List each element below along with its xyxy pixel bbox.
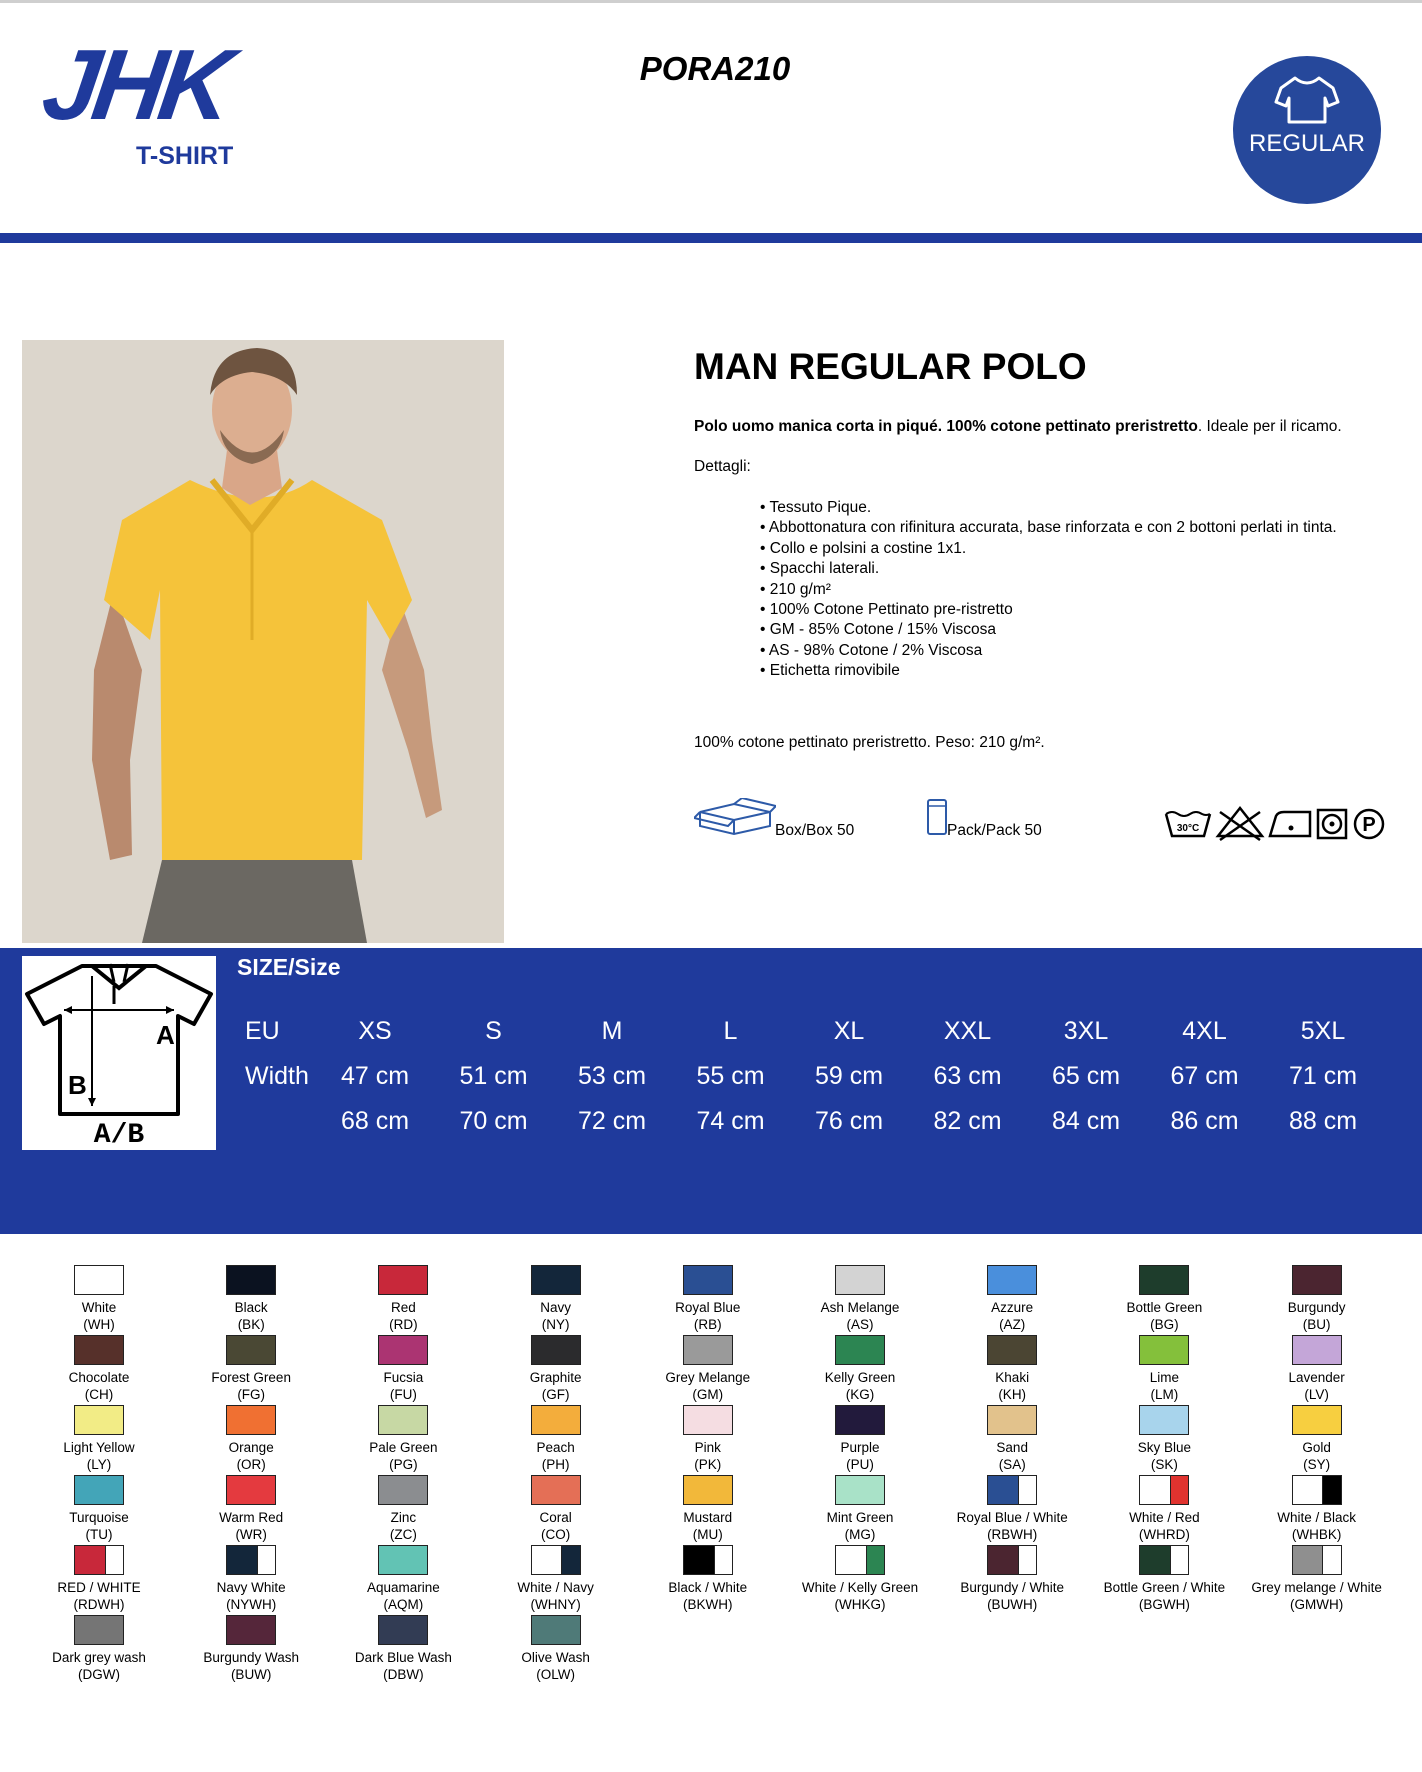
color-name: Gold xyxy=(1302,1440,1331,1455)
color-swatch xyxy=(171,1335,331,1403)
size-cell: 5XL xyxy=(1300,1017,1346,1045)
color-name: Lime xyxy=(1149,1370,1180,1385)
color-swatch xyxy=(628,1265,788,1333)
color-swatch xyxy=(1084,1265,1244,1333)
header-rule xyxy=(0,233,1422,243)
color-name: Orange xyxy=(228,1440,274,1455)
color-chip xyxy=(835,1545,885,1575)
color-chip xyxy=(226,1335,276,1365)
list-item: • Tessuto Pique. xyxy=(760,498,1337,518)
color-swatch xyxy=(1237,1335,1397,1403)
color-swatch xyxy=(476,1265,636,1333)
color-code: (SK) xyxy=(1150,1457,1178,1472)
width-cell: 71 cm xyxy=(1288,1062,1358,1090)
iron-low-icon xyxy=(1270,812,1310,836)
width-cell: 51 cm xyxy=(459,1062,528,1090)
color-name: Royal Blue / White xyxy=(956,1510,1068,1525)
color-name: Olive Wash xyxy=(521,1650,590,1665)
color-chip xyxy=(378,1615,428,1645)
box-icon xyxy=(694,798,776,838)
color-swatch xyxy=(628,1335,788,1403)
color-swatch xyxy=(1237,1545,1397,1613)
color-code: (ZC) xyxy=(389,1527,417,1542)
color-name: Aquamarine xyxy=(366,1580,440,1595)
list-item: • 100% Cotone Pettinato pre-ristretto xyxy=(760,600,1337,620)
color-swatch xyxy=(932,1545,1092,1613)
length-cell: 88 cm xyxy=(1288,1107,1358,1135)
color-chip xyxy=(74,1335,124,1365)
color-swatch xyxy=(323,1615,483,1683)
color-swatch xyxy=(780,1545,940,1613)
color-chip xyxy=(987,1475,1037,1505)
color-code: (DBW) xyxy=(383,1667,424,1682)
color-code: (PK) xyxy=(694,1457,722,1472)
color-swatch xyxy=(19,1545,179,1613)
color-chip xyxy=(835,1475,885,1505)
color-code: (RB) xyxy=(693,1317,722,1332)
color-swatch xyxy=(323,1545,483,1613)
color-swatch xyxy=(323,1265,483,1333)
color-chip xyxy=(683,1335,733,1365)
color-name: Red xyxy=(391,1300,416,1315)
color-code: (TU) xyxy=(85,1527,113,1542)
color-name: Pink xyxy=(694,1440,721,1455)
length-cell: 76 cm xyxy=(814,1107,884,1135)
product-title: MAN REGULAR POLO xyxy=(694,346,1087,387)
color-code: (BK) xyxy=(237,1317,265,1332)
box-label: Box/Box 50 xyxy=(775,822,855,839)
jhk-logo xyxy=(36,29,284,172)
length-cell: 74 cm xyxy=(696,1107,765,1135)
color-name: White / Red xyxy=(1129,1510,1200,1525)
color-code: (FG) xyxy=(237,1387,266,1402)
color-name: Navy xyxy=(540,1300,571,1315)
color-name: Sand xyxy=(996,1440,1028,1455)
care-symbols xyxy=(1164,802,1394,847)
color-name: White / Black xyxy=(1277,1510,1356,1525)
color-code: (OLW) xyxy=(536,1667,575,1682)
color-swatch xyxy=(476,1475,636,1543)
length-cell: 72 cm xyxy=(577,1107,647,1135)
color-chip xyxy=(1292,1335,1342,1365)
model-illustration xyxy=(22,340,504,943)
logo-wordmark: JHK xyxy=(36,29,235,141)
color-swatch xyxy=(780,1265,940,1333)
color-name: Burgundy / White xyxy=(960,1580,1064,1595)
color-name: Azzure xyxy=(991,1300,1034,1315)
color-code: (BU) xyxy=(1302,1317,1331,1332)
fit-badge-label: REGULAR xyxy=(1248,130,1366,157)
color-name: Bottle Green xyxy=(1126,1300,1203,1315)
color-chip xyxy=(378,1405,428,1435)
list-item: • AS - 98% Cotone / 2% Viscosa xyxy=(760,641,1337,661)
color-chip xyxy=(987,1405,1037,1435)
list-item: • Etichetta rimovibile xyxy=(760,661,1337,681)
size-cell: 4XL xyxy=(1182,1017,1227,1045)
length-cell: 70 cm xyxy=(459,1107,528,1135)
color-chip xyxy=(531,1475,581,1505)
tumble-dry-icon xyxy=(1318,810,1346,838)
color-chip xyxy=(1292,1265,1342,1295)
color-code: (WHKG) xyxy=(834,1597,886,1612)
list-item: • Abbottonatura con rifinitura accurata, base rinforzata e con 2 bottoni perlati in tinta. xyxy=(760,518,1337,538)
logo-subtitle: T-SHIRT xyxy=(136,142,234,170)
color-code: (AQM) xyxy=(383,1597,424,1612)
color-code: (WHRD) xyxy=(1138,1527,1190,1542)
color-code: (LV) xyxy=(1304,1387,1329,1402)
color-chip xyxy=(987,1265,1037,1295)
fabric-summary: 100% cotone pettinato preristretto. Peso: 210 g/m². xyxy=(694,734,1045,751)
color-name: Black / White xyxy=(668,1580,748,1595)
color-name: Ash Melange xyxy=(820,1300,900,1315)
color-code: (BUW) xyxy=(230,1667,272,1682)
diagram-label-ab: A/B xyxy=(93,1120,145,1150)
description-bold: Polo uomo manica corta in piqué. 100% cotone pettinato preristretto xyxy=(694,418,1198,435)
color-chip xyxy=(74,1475,124,1505)
color-code: (WH) xyxy=(83,1317,115,1332)
care-temp: 30°C xyxy=(1176,823,1200,834)
color-code: (GF) xyxy=(541,1387,570,1402)
color-name: Lavender xyxy=(1288,1370,1345,1385)
color-chip xyxy=(1292,1405,1342,1435)
color-name: Burgundy xyxy=(1287,1300,1346,1315)
width-cell: 55 cm xyxy=(696,1062,765,1090)
color-code: (LY) xyxy=(86,1457,112,1472)
color-chip xyxy=(74,1265,124,1295)
color-chip xyxy=(531,1545,581,1575)
diagram-label-a: A xyxy=(156,1020,175,1050)
color-code: (GM) xyxy=(692,1387,724,1402)
length-cell: 86 cm xyxy=(1170,1107,1239,1135)
color-swatch xyxy=(1237,1475,1397,1543)
color-code: (RDWH) xyxy=(73,1597,125,1612)
no-bleach-icon xyxy=(1218,808,1262,840)
fit-badge xyxy=(1233,56,1381,204)
color-name: Pale Green xyxy=(369,1440,438,1455)
color-swatch xyxy=(628,1475,788,1543)
color-code: (AZ) xyxy=(999,1317,1026,1332)
size-title: SIZE/Size xyxy=(237,954,341,980)
color-code: (DGW) xyxy=(78,1667,120,1682)
color-code: (BGWH) xyxy=(1138,1597,1190,1612)
color-code: (MU) xyxy=(692,1527,723,1542)
color-swatch xyxy=(323,1475,483,1543)
size-cell: S xyxy=(485,1017,502,1045)
page-header xyxy=(0,0,1422,233)
color-name: Mustard xyxy=(683,1510,733,1525)
color-chip xyxy=(378,1335,428,1365)
size-table xyxy=(0,948,1422,1234)
color-name: Royal Blue xyxy=(675,1300,741,1315)
color-swatch xyxy=(932,1335,1092,1403)
color-name: Warm Red xyxy=(219,1510,284,1525)
color-code: (BKWH) xyxy=(683,1597,733,1612)
color-swatch xyxy=(19,1405,179,1473)
color-name: Khaki xyxy=(995,1370,1030,1385)
color-chip xyxy=(531,1265,581,1295)
color-code: (BG) xyxy=(1150,1317,1179,1332)
color-swatch xyxy=(932,1265,1092,1333)
color-swatch xyxy=(476,1545,636,1613)
color-code: (RD) xyxy=(389,1317,418,1332)
color-code: (GMWH) xyxy=(1289,1597,1344,1612)
width-cell: 67 cm xyxy=(1170,1062,1239,1090)
color-swatch xyxy=(476,1335,636,1403)
width-cell: 47 cm xyxy=(340,1062,410,1090)
width-cell: 59 cm xyxy=(814,1062,884,1090)
product-code: PORA210 xyxy=(639,50,791,87)
color-swatch xyxy=(323,1335,483,1403)
color-code: (RBWH) xyxy=(987,1527,1038,1542)
color-swatch xyxy=(476,1405,636,1473)
color-name: Bottle Green / White xyxy=(1103,1580,1226,1595)
color-swatch xyxy=(932,1475,1092,1543)
width-cell: 65 cm xyxy=(1051,1062,1121,1090)
color-name: Zinc xyxy=(390,1510,417,1525)
color-code: (WHBK) xyxy=(1291,1527,1342,1542)
color-code: (SY) xyxy=(1303,1457,1331,1472)
color-name: Black xyxy=(234,1300,268,1315)
size-cell: M xyxy=(601,1017,623,1045)
color-name: Mint Green xyxy=(826,1510,894,1525)
color-swatch xyxy=(780,1335,940,1403)
color-chip xyxy=(1139,1335,1189,1365)
color-name: Graphite xyxy=(529,1370,582,1385)
color-name: Chocolate xyxy=(68,1370,130,1385)
color-code: (CH) xyxy=(84,1387,114,1402)
color-code: (PG) xyxy=(389,1457,418,1472)
color-swatch xyxy=(780,1405,940,1473)
color-chip xyxy=(74,1545,124,1575)
svg-text:P: P xyxy=(1362,814,1376,836)
size-cell: 3XL xyxy=(1063,1017,1109,1045)
color-name: White / Kelly Green xyxy=(801,1580,919,1595)
color-name: Coral xyxy=(539,1510,572,1525)
length-cell: 82 cm xyxy=(933,1107,1002,1135)
color-chip xyxy=(683,1265,733,1295)
color-chip xyxy=(835,1335,885,1365)
color-swatch xyxy=(780,1475,940,1543)
color-chip xyxy=(835,1405,885,1435)
color-chip xyxy=(987,1335,1037,1365)
color-chip xyxy=(1139,1405,1189,1435)
dry-clean-p-icon xyxy=(1355,810,1383,838)
color-chip xyxy=(378,1265,428,1295)
color-chip xyxy=(531,1615,581,1645)
color-chip xyxy=(683,1405,733,1435)
color-chip xyxy=(1139,1545,1189,1575)
size-row-label: Width xyxy=(245,1062,309,1090)
color-name: Grey melange / White xyxy=(1251,1580,1382,1595)
color-chip xyxy=(683,1545,733,1575)
color-chip xyxy=(683,1475,733,1505)
color-swatch xyxy=(19,1265,179,1333)
color-code: (LM) xyxy=(1150,1387,1179,1402)
pack-label: Pack/Pack 50 xyxy=(947,822,1042,839)
color-chip xyxy=(835,1265,885,1295)
color-name: White xyxy=(81,1300,117,1315)
details-label: Dettagli: xyxy=(694,458,751,475)
packaging-row xyxy=(694,798,1414,858)
details-list xyxy=(760,498,1337,682)
color-swatch xyxy=(19,1475,179,1543)
color-name: Sky Blue xyxy=(1137,1440,1192,1455)
list-item: • Spacchi laterali. xyxy=(760,559,1337,579)
color-swatch xyxy=(1084,1405,1244,1473)
pack-icon xyxy=(926,798,948,836)
color-code: (BUWH) xyxy=(987,1597,1038,1612)
color-chip xyxy=(378,1475,428,1505)
color-chip xyxy=(987,1545,1037,1575)
size-cell: L xyxy=(723,1017,738,1045)
color-code: (FU) xyxy=(389,1387,417,1402)
color-code: (CO) xyxy=(540,1527,571,1542)
size-diagram xyxy=(22,956,216,1150)
size-row-label: EU xyxy=(245,1017,280,1045)
color-name: RED / WHITE xyxy=(57,1580,141,1595)
color-name: Forest Green xyxy=(211,1370,291,1385)
color-swatch xyxy=(628,1545,788,1613)
color-code: (WHNY) xyxy=(530,1597,581,1612)
color-chip xyxy=(226,1265,276,1295)
width-cell: 53 cm xyxy=(577,1062,647,1090)
description-rest: . Ideale per il ricamo. xyxy=(1197,418,1342,435)
color-chip xyxy=(1292,1475,1342,1505)
color-code: (NYWH) xyxy=(226,1597,277,1612)
width-cell: 63 cm xyxy=(933,1062,1002,1090)
size-cell: XL xyxy=(833,1017,865,1045)
color-chip xyxy=(378,1545,428,1575)
size-cell: XS xyxy=(358,1017,392,1045)
list-item: • 210 g/m² xyxy=(760,580,1337,600)
color-code: (NY) xyxy=(541,1317,570,1332)
color-name: Grey Melange xyxy=(665,1370,751,1385)
color-chip xyxy=(531,1405,581,1435)
list-item: • GM - 85% Cotone / 15% Viscosa xyxy=(760,620,1337,640)
color-swatch xyxy=(19,1615,179,1683)
color-chip xyxy=(74,1405,124,1435)
color-swatch xyxy=(171,1545,331,1613)
color-name: Burgundy Wash xyxy=(203,1650,299,1665)
color-chip xyxy=(74,1615,124,1645)
length-cell: 84 cm xyxy=(1051,1107,1121,1135)
color-name: Turquoise xyxy=(69,1510,129,1525)
tshirt-icon xyxy=(1273,74,1341,126)
color-code: (KH) xyxy=(998,1387,1027,1402)
color-swatch xyxy=(323,1405,483,1473)
product-photo xyxy=(22,340,504,943)
color-swatch xyxy=(1237,1405,1397,1473)
color-swatch xyxy=(171,1265,331,1333)
color-chip xyxy=(1139,1475,1189,1505)
product-description xyxy=(694,418,1342,436)
color-name: Light Yellow xyxy=(63,1440,135,1455)
color-swatch xyxy=(628,1405,788,1473)
color-code: (MG) xyxy=(844,1527,876,1542)
color-swatch xyxy=(1084,1335,1244,1403)
color-code: (AS) xyxy=(846,1317,874,1332)
color-chip xyxy=(226,1545,276,1575)
color-swatch xyxy=(171,1405,331,1473)
color-chip xyxy=(226,1405,276,1435)
color-code: (OR) xyxy=(236,1457,266,1472)
color-name: Dark Blue Wash xyxy=(354,1650,452,1665)
size-cell: XXL xyxy=(943,1017,992,1045)
color-name: White / Navy xyxy=(517,1580,594,1595)
color-code: (PU) xyxy=(846,1457,874,1472)
color-chip xyxy=(1139,1265,1189,1295)
color-name: Kelly Green xyxy=(824,1370,896,1385)
color-swatch xyxy=(932,1405,1092,1473)
color-name: Navy White xyxy=(216,1580,286,1595)
wash-30-icon xyxy=(1166,812,1210,836)
color-swatch xyxy=(171,1615,331,1683)
color-name: Peach xyxy=(536,1440,575,1455)
color-name: Purple xyxy=(840,1440,880,1455)
color-name: Dark grey wash xyxy=(52,1650,146,1665)
color-chip xyxy=(1292,1545,1342,1575)
list-item: • Collo e polsini a costine 1x1. xyxy=(760,539,1337,559)
color-code: (PH) xyxy=(541,1457,570,1472)
color-name: Fucsia xyxy=(383,1370,424,1385)
color-swatch xyxy=(1237,1265,1397,1333)
color-swatch xyxy=(476,1615,636,1683)
color-chip xyxy=(226,1475,276,1505)
color-chip xyxy=(226,1615,276,1645)
diagram-label-b: B xyxy=(68,1070,87,1100)
color-swatch xyxy=(171,1475,331,1543)
color-swatch xyxy=(1084,1545,1244,1613)
length-cell: 68 cm xyxy=(340,1107,410,1135)
color-swatch xyxy=(19,1335,179,1403)
color-code: (KG) xyxy=(845,1387,875,1402)
color-code: (WR) xyxy=(235,1527,267,1542)
color-code: (SA) xyxy=(998,1457,1026,1472)
color-swatch xyxy=(1084,1475,1244,1543)
color-chip xyxy=(531,1335,581,1365)
